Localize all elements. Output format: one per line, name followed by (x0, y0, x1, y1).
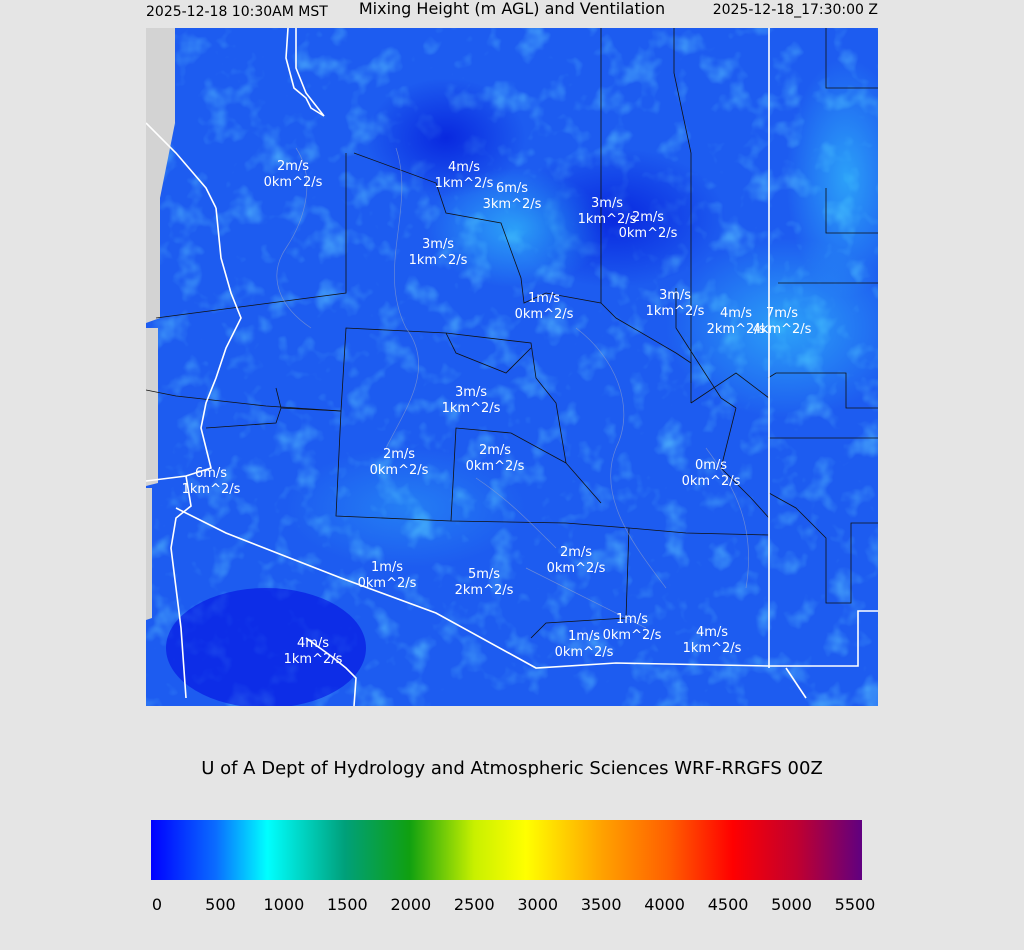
ventilation-rate: 0km^2/s (263, 175, 323, 190)
color-scale-tick-label: 2000 (390, 895, 432, 914)
ventilation-rate: 1km^2/s (645, 304, 705, 319)
station-label (646, 288, 705, 320)
wind-speed: 6m/s (194, 466, 228, 481)
ventilation-rate: 0km^2/s (618, 226, 678, 241)
wind-speed: 4m/s (447, 160, 481, 175)
wind-speed: 6m/s (495, 181, 529, 196)
model-credit: U of A Dept of Hydrology and Atmospheric Sciences WRF-RRGFS 00Z (201, 758, 823, 779)
color-scale-tick-label: 2500 (453, 895, 495, 914)
station-label (358, 560, 417, 592)
ventilation-rate: 0km^2/s (369, 463, 429, 478)
wind-speed: 2m/s (276, 159, 310, 174)
color-scale-bar (151, 820, 862, 880)
station-label (455, 567, 514, 599)
wind-speed: 2m/s (559, 545, 593, 560)
station-label (682, 458, 741, 490)
wind-speed: 7m/s (765, 306, 799, 321)
wind-speed: 2m/s (478, 443, 512, 458)
ventilation-rate: 1km^2/s (283, 652, 343, 667)
wind-speed: 1m/s (567, 629, 601, 644)
color-scale-tick-label: 1500 (327, 895, 368, 914)
ventilation-rate: 2km^2/s (706, 322, 766, 337)
wind-speed: 1m/s (615, 612, 649, 627)
wind-speed: 3m/s (454, 385, 488, 400)
color-scale-ticks (0, 895, 1024, 917)
color-scale-gradient (151, 820, 862, 880)
station-label (683, 625, 742, 657)
ventilation-rate: 0km^2/s (602, 628, 662, 643)
ventilation-rate: 1km^2/s (434, 176, 494, 191)
station-label (619, 210, 678, 242)
ventilation-rate: 2km^2/s (454, 583, 514, 598)
station-label (442, 385, 501, 417)
wind-speed: 1m/s (370, 560, 404, 575)
color-scale-tick-label: 5500 (834, 895, 876, 914)
wind-speed: 4m/s (719, 306, 753, 321)
color-scale-tick-label: 3000 (517, 895, 559, 914)
wind-speed: 0m/s (694, 458, 728, 473)
ventilation-rate: 0km^2/s (357, 576, 417, 591)
wind-speed: 5m/s (467, 567, 501, 582)
station-label (182, 466, 241, 498)
ventilation-rate: 0km^2/s (465, 459, 525, 474)
ventilation-rate: 0km^2/s (546, 561, 606, 576)
wind-speed: 3m/s (590, 196, 624, 211)
ventilation-rate: 0km^2/s (514, 307, 574, 322)
ventilation-rate: 1km^2/s (408, 253, 468, 268)
station-label (284, 636, 343, 668)
wind-speed: 1m/s (527, 291, 561, 306)
color-scale-tick-label: 500 (205, 895, 236, 914)
ventilation-rate: 4km^2/s (752, 322, 812, 337)
color-scale-tick-label: 0 (151, 895, 163, 914)
color-scale-tick-label: 5000 (771, 895, 812, 914)
station-label (547, 545, 606, 577)
station-label (753, 306, 812, 338)
station-label (483, 181, 542, 213)
valid-time-utc: 2025-12-18_17:30:00 Z (712, 2, 878, 18)
wind-speed: 4m/s (695, 625, 729, 640)
station-label (466, 443, 525, 475)
wind-speed: 3m/s (658, 288, 692, 303)
ventilation-rate: 1km^2/s (181, 482, 241, 497)
color-scale-tick-label: 4000 (644, 895, 685, 914)
forecast-map (146, 28, 878, 706)
station-labels (146, 28, 878, 706)
station-label (409, 237, 468, 269)
ventilation-rate: 1km^2/s (577, 212, 637, 227)
ventilation-rate: 0km^2/s (681, 474, 741, 489)
station-label (555, 629, 614, 661)
wind-speed: 3m/s (421, 237, 455, 252)
color-scale-tick-label: 4500 (707, 895, 749, 914)
ventilation-rate: 0km^2/s (554, 645, 614, 660)
ventilation-rate: 1km^2/s (682, 641, 742, 656)
ventilation-rate: 1km^2/s (441, 401, 501, 416)
wind-speed: 2m/s (631, 210, 665, 225)
station-label (515, 291, 574, 323)
ventilation-rate: 3km^2/s (482, 197, 542, 212)
map-title: Mixing Height (m AGL) and Ventilation (358, 0, 666, 18)
wind-speed: 4m/s (296, 636, 330, 651)
wind-speed: 2m/s (382, 447, 416, 462)
station-label (264, 159, 323, 191)
color-scale-tick-label: 3500 (580, 895, 622, 914)
valid-time-local: 2025-12-18 10:30AM MST (146, 4, 328, 20)
station-label (370, 447, 429, 479)
color-scale-tick-label: 1000 (263, 895, 305, 914)
